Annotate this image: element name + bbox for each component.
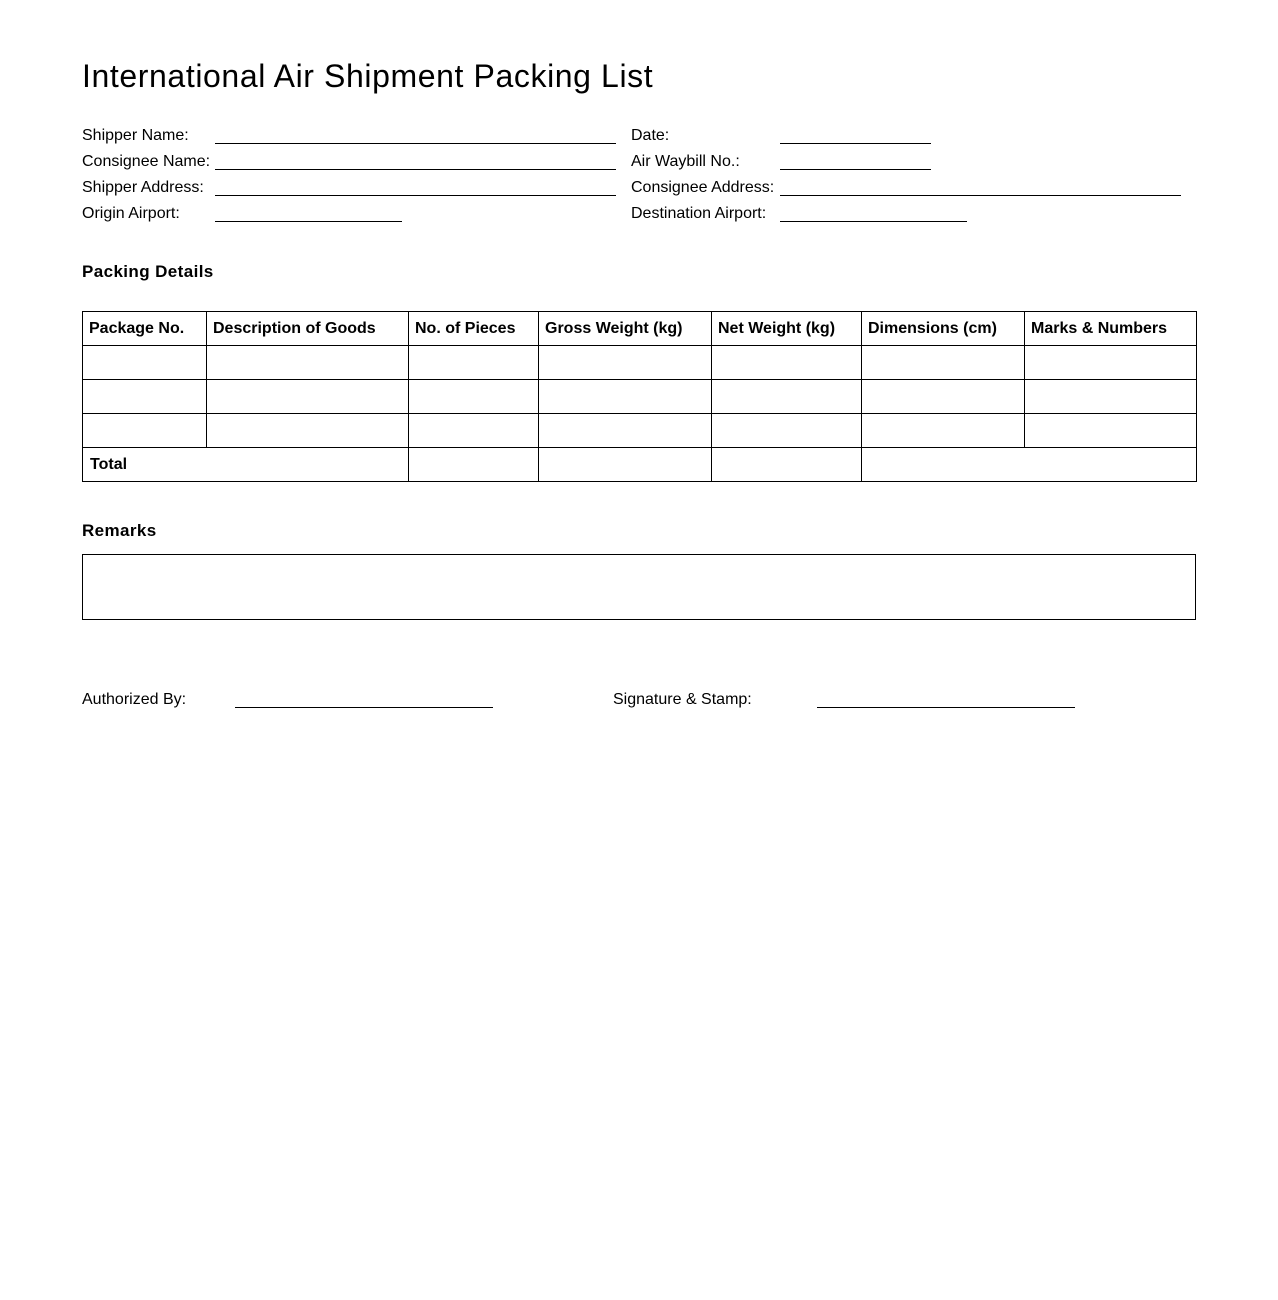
origin-airport-field[interactable]	[82, 204, 616, 224]
total-row	[83, 448, 1197, 482]
table-cell[interactable]	[409, 380, 539, 414]
shipper-name-label: Shipper Name:	[82, 127, 189, 144]
authorized-by-field[interactable]	[82, 690, 494, 710]
packing-details-heading: Packing Details	[82, 262, 214, 281]
table-cell[interactable]	[539, 414, 712, 448]
shipper-address-line[interactable]	[215, 195, 616, 196]
table-cell[interactable]	[1025, 346, 1197, 380]
destination-airport-line[interactable]	[780, 221, 967, 222]
table-cell[interactable]	[83, 414, 207, 448]
shipper-address-label: Shipper Address:	[82, 179, 204, 196]
column-header: Dimensions (cm)	[862, 312, 1025, 346]
table-cell[interactable]	[409, 414, 539, 448]
total-label: Total	[83, 448, 409, 482]
table-cell[interactable]	[409, 346, 539, 380]
table-cell[interactable]	[83, 346, 207, 380]
remarks-box[interactable]	[82, 554, 1196, 620]
date-field[interactable]	[631, 126, 1181, 146]
consignee-name-field[interactable]	[82, 152, 616, 172]
column-header: Description of Goods	[207, 312, 409, 346]
air-waybill-label: Air Waybill No.:	[631, 153, 740, 170]
air-waybill-field[interactable]	[631, 152, 1181, 172]
table-cell[interactable]	[862, 380, 1025, 414]
table-row	[83, 380, 1197, 414]
column-header: Marks & Numbers	[1025, 312, 1197, 346]
remarks-heading: Remarks	[82, 521, 157, 540]
shipper-name-line[interactable]	[215, 143, 616, 144]
column-header: Net Weight (kg)	[712, 312, 862, 346]
column-header: No. of Pieces	[409, 312, 539, 346]
consignee-address-label: Consignee Address:	[631, 179, 775, 196]
table-cell[interactable]	[539, 380, 712, 414]
table-cell[interactable]	[712, 346, 862, 380]
signature-stamp-field[interactable]	[613, 690, 1076, 710]
air-waybill-line[interactable]	[780, 169, 931, 170]
column-header: Package No.	[83, 312, 207, 346]
shipper-name-field[interactable]	[82, 126, 616, 146]
total-pieces-cell[interactable]	[409, 448, 539, 482]
page-title: International Air Shipment Packing List	[82, 58, 654, 94]
shipper-address-field[interactable]	[82, 178, 616, 198]
destination-airport-label: Destination Airport:	[631, 205, 767, 222]
table-cell[interactable]	[539, 346, 712, 380]
table-cell[interactable]	[712, 380, 862, 414]
table-cell[interactable]	[862, 414, 1025, 448]
table-cell[interactable]	[1025, 380, 1197, 414]
table-cell[interactable]	[83, 380, 207, 414]
consignee-address-line[interactable]	[780, 195, 1181, 196]
column-header: Gross Weight (kg)	[539, 312, 712, 346]
table-cell[interactable]	[207, 346, 409, 380]
destination-airport-field[interactable]	[631, 204, 1181, 224]
packing-details-table	[82, 311, 1197, 482]
authorized-by-label: Authorized By:	[82, 691, 187, 708]
table-cell[interactable]	[1025, 414, 1197, 448]
total-net-weight-cell[interactable]	[712, 448, 862, 482]
total-other-cell[interactable]	[862, 448, 1197, 482]
total-gross-weight-cell[interactable]	[539, 448, 712, 482]
table-cell[interactable]	[207, 414, 409, 448]
table-row	[83, 346, 1197, 380]
date-line[interactable]	[780, 143, 931, 144]
table-row	[83, 414, 1197, 448]
signature-stamp-label: Signature & Stamp:	[613, 691, 752, 708]
signature-stamp-line[interactable]	[817, 707, 1075, 708]
consignee-name-label: Consignee Name:	[82, 153, 211, 170]
origin-airport-line[interactable]	[215, 221, 402, 222]
consignee-address-field[interactable]	[631, 178, 1181, 198]
consignee-name-line[interactable]	[215, 169, 616, 170]
table-cell[interactable]	[207, 380, 409, 414]
authorized-by-line[interactable]	[235, 707, 493, 708]
table-header-row	[83, 312, 1197, 346]
table-cell[interactable]	[862, 346, 1025, 380]
origin-airport-label: Origin Airport:	[82, 205, 180, 222]
date-label: Date:	[631, 127, 670, 144]
table-cell[interactable]	[712, 414, 862, 448]
